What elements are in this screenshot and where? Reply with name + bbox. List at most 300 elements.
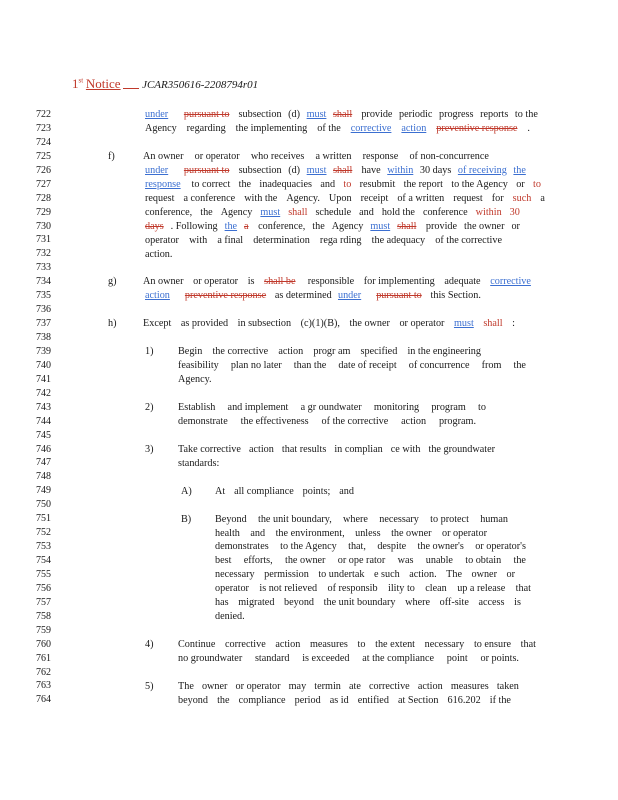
text-run: of non-concurrence: [409, 150, 489, 162]
text-run: of responsib: [327, 583, 378, 595]
line-number: 736: [36, 304, 51, 316]
text-run: progress: [438, 109, 474, 120]
text-run: determination: [253, 234, 310, 246]
line-number: 753: [36, 541, 51, 553]
text-run: action.: [145, 248, 173, 260]
text-run: the owner: [349, 318, 390, 330]
text-run: taken: [496, 680, 519, 692]
text-run: responsible: [305, 276, 355, 288]
inserted-text: of receiving: [457, 164, 507, 176]
text-run: that results: [281, 443, 327, 455]
text-run: all compliance: [234, 485, 294, 497]
text-run: the extent: [375, 639, 416, 651]
text-line-757: [215, 596, 521, 610]
inserted-text: corrective: [490, 276, 531, 288]
text-run: off-site: [439, 597, 469, 609]
line-number: 741: [36, 373, 51, 385]
text-line-755: [215, 568, 515, 582]
text-run: periodic: [399, 109, 433, 120]
text-line-747: [178, 457, 219, 471]
text-run: or operator's: [475, 541, 526, 553]
text-run: program: [431, 401, 466, 413]
text-run: action: [417, 680, 443, 692]
text-line-730: [145, 220, 520, 234]
text-run: at the compliance: [362, 653, 435, 665]
text-run: a conference: [183, 192, 236, 204]
inserted-text: must: [306, 109, 327, 120]
text-run: of the corrective: [435, 234, 502, 246]
line-number: 725: [36, 150, 51, 162]
text-run: is: [514, 597, 521, 609]
text-run: of concurrence: [408, 360, 470, 372]
text-run: date of receipt: [338, 360, 397, 372]
text-run: 30: [509, 206, 520, 218]
inserted-text: response: [145, 178, 181, 190]
text-line-744: [178, 415, 476, 429]
text-run: termin: [314, 680, 341, 692]
line-number: 727: [36, 178, 51, 190]
text-run: shall: [483, 318, 503, 330]
line-number: 729: [36, 206, 51, 218]
text-run: (d): [288, 164, 301, 176]
line-number: 764: [36, 694, 51, 706]
text-run: and: [359, 206, 374, 218]
text-run: schedule: [315, 206, 352, 218]
text-run: or operator: [235, 680, 281, 692]
text-run: measures: [309, 639, 348, 651]
text-run: conference,: [145, 206, 193, 218]
text-run: reports: [480, 109, 509, 120]
text-run: permission: [264, 569, 309, 581]
text-run: action: [401, 415, 427, 427]
text-run: of a written: [397, 192, 445, 204]
text-run: to: [533, 178, 541, 190]
text-run: plan no later: [230, 360, 282, 372]
text-run: Agency: [145, 122, 177, 134]
line-number: 742: [36, 387, 51, 399]
text-line-754: [215, 554, 526, 568]
line-number: 763: [36, 680, 51, 692]
text-run: provide: [358, 109, 393, 120]
text-run: to protect: [430, 513, 469, 525]
text-run: clean: [425, 583, 447, 595]
text-run: best: [215, 555, 232, 567]
text-run: corrective: [368, 680, 410, 692]
text-run: the: [200, 206, 213, 218]
text-run: or operator: [193, 276, 239, 288]
text-run: where: [343, 513, 368, 525]
text-run: action: [278, 346, 304, 358]
text-run: a gr oundwater: [300, 401, 362, 413]
marker-f: f): [108, 150, 115, 162]
text-line-726: [145, 164, 526, 178]
line-number: 759: [36, 624, 51, 636]
text-run: and: [250, 527, 266, 539]
inserted-text: within: [387, 164, 414, 176]
line-number: 754: [36, 555, 51, 566]
notice-number: 1st: [72, 76, 84, 91]
text-line-729: [145, 206, 520, 220]
text-run: Establish: [178, 401, 216, 413]
text-run: to undertak: [318, 569, 365, 581]
text-run: the corrective: [212, 346, 269, 358]
line-number: 761: [36, 652, 51, 664]
text-run: receipt: [360, 192, 389, 204]
text-run: as determined: [272, 290, 332, 302]
text-run: the unit boundary: [323, 597, 396, 609]
text-run: beyond: [284, 597, 315, 609]
text-run: denied.: [215, 611, 245, 623]
text-run: or: [511, 220, 520, 232]
text-run: a: [540, 192, 545, 204]
text-run: the: [312, 220, 325, 232]
text-line-761: [178, 652, 519, 666]
text-run: efforts,: [243, 555, 273, 567]
text-run: a written: [315, 150, 352, 162]
text-run: to the Agency: [280, 541, 337, 553]
text-run: of the: [317, 122, 341, 134]
deleted-text: preventive response: [436, 122, 518, 134]
text-line-764: [178, 694, 511, 708]
inserted-text: under: [337, 290, 362, 302]
deleted-text: shall be: [264, 276, 296, 288]
inserted-text: must: [370, 220, 391, 232]
text-run: action.: [409, 569, 437, 581]
text-run: the owner: [391, 527, 432, 539]
line-number-gutter: [36, 108, 64, 707]
text-line-752: [215, 527, 487, 541]
text-run: . Following: [170, 220, 218, 232]
text-run: the: [238, 178, 252, 190]
text-line-737: [143, 317, 515, 331]
text-line-732: [145, 248, 172, 262]
text-run: standards:: [178, 457, 220, 469]
text-run: operator: [215, 583, 249, 595]
text-run: for: [491, 192, 504, 204]
text-run: to the Agency: [451, 178, 508, 190]
text-line-734: [143, 275, 531, 289]
text-run: if the: [489, 694, 511, 706]
text-line-727: [145, 178, 541, 192]
notice-header: [72, 76, 258, 92]
line-number: 762: [36, 666, 51, 678]
text-line-753: [215, 540, 526, 554]
text-run: that,: [348, 541, 366, 553]
text-run: the owner's: [417, 541, 464, 553]
text-run: [175, 164, 178, 178]
text-run: or: [516, 178, 525, 190]
text-run: resubmit: [359, 178, 396, 190]
text-run: Begin: [178, 346, 203, 358]
text-run: in the engineering: [407, 346, 481, 358]
text-run: provide: [423, 220, 458, 232]
line-number: 735: [36, 290, 51, 302]
text-run: human: [480, 513, 508, 525]
text-run: Beyond: [215, 513, 247, 525]
deleted-text: days: [145, 220, 164, 232]
text-run: action: [248, 443, 274, 455]
text-run: ate: [348, 680, 361, 692]
line-number: 747: [36, 457, 51, 469]
text-run: compliance: [238, 694, 286, 706]
inserted-text: corrective: [350, 122, 392, 134]
text-run: (c)(1)(B),: [300, 318, 340, 330]
text-run: entified: [357, 694, 389, 706]
text-run: standard: [254, 653, 290, 665]
text-run: with the: [244, 192, 278, 204]
text-run: within: [475, 206, 502, 218]
text-run: from: [481, 360, 502, 372]
text-run: points;: [302, 485, 331, 497]
text-run: that: [515, 583, 531, 595]
text-run: necessary: [215, 569, 255, 581]
line-number: 751: [36, 513, 51, 525]
inserted-text: must: [260, 206, 281, 218]
text-run: than the: [293, 360, 327, 372]
line-number: 760: [36, 638, 51, 650]
text-run: Agency.: [286, 192, 320, 204]
text-run: The: [178, 680, 194, 692]
text-run: or: [506, 569, 515, 581]
text-run: request: [145, 192, 175, 204]
text-run: Except: [143, 318, 172, 330]
text-run: Take corrective: [178, 443, 241, 455]
text-run: [175, 108, 178, 122]
line-number: 745: [36, 429, 51, 441]
text-run: for implementing: [363, 276, 435, 288]
text-run: inadequacies: [259, 178, 312, 190]
marker-B: B): [181, 513, 192, 525]
text-run: Agency.: [178, 374, 212, 386]
text-run: who receives: [250, 150, 305, 162]
line-number: 739: [36, 345, 51, 357]
text-line-722: [145, 108, 538, 122]
text-run: to ensure: [473, 639, 511, 651]
text-run: corrective: [225, 639, 266, 651]
text-run: of the corrective: [321, 415, 389, 427]
line-number: 755: [36, 568, 51, 580]
inserted-text: the: [224, 220, 238, 232]
line-number: 750: [36, 499, 51, 511]
line-number: 744: [36, 415, 51, 427]
text-line-751: [215, 513, 508, 527]
line-number: 746: [36, 443, 51, 455]
text-run: the adequacy: [371, 234, 426, 246]
inserted-text: action: [145, 290, 170, 302]
marker-2: 2): [145, 401, 154, 413]
text-run: (d): [288, 109, 301, 120]
inserted-text: the: [513, 164, 526, 176]
text-run: as provided: [180, 318, 229, 330]
text-run: is exceeded: [302, 653, 350, 665]
text-run: owner: [471, 569, 497, 581]
text-line-741: [178, 373, 212, 387]
line-number: 756: [36, 582, 51, 594]
marker-1: 1): [145, 346, 154, 358]
deleted-text: pursuant to: [183, 164, 230, 176]
text-run: has: [215, 597, 229, 609]
notice-underline: [123, 78, 139, 89]
text-run: monitoring: [373, 401, 420, 413]
text-run: rega rding: [319, 234, 362, 246]
line-number: 740: [36, 359, 51, 371]
text-run: the environment,: [275, 527, 345, 539]
text-line-756: [215, 582, 531, 596]
text-run: as id: [329, 694, 349, 706]
line-number: 724: [36, 136, 51, 148]
text-run: operator: [145, 234, 179, 246]
line-number: 743: [36, 401, 51, 413]
deleted-text: preventive response: [184, 290, 267, 302]
text-run: An owner: [143, 276, 184, 288]
text-run: Agency: [331, 220, 364, 232]
text-run: the: [513, 360, 526, 372]
text-run: 30 days: [419, 164, 452, 176]
text-run: with: [189, 234, 208, 246]
text-run: Agency: [220, 206, 253, 218]
line-number: 752: [36, 527, 51, 539]
marker-3: 3): [145, 443, 154, 455]
line-number: 732: [36, 248, 51, 260]
text-run: in subsection: [237, 318, 292, 330]
inserted-text: must: [453, 318, 474, 330]
line-number: 748: [36, 471, 51, 483]
text-run: no groundwater: [178, 653, 243, 665]
text-run: to the: [514, 109, 538, 120]
text-run: and: [320, 178, 336, 190]
text-run: health: [215, 527, 240, 539]
line-number: 737: [36, 318, 51, 330]
text-run: conference,: [255, 220, 306, 232]
text-line-760: [178, 638, 536, 652]
text-run: .: [527, 122, 530, 134]
text-run: conference: [422, 206, 468, 218]
text-run: that: [520, 639, 536, 651]
deleted-text: pursuant to: [376, 290, 422, 302]
text-run: adequate: [444, 276, 481, 288]
text-run: or ope rator: [337, 555, 386, 567]
text-run: or operator: [442, 527, 487, 539]
marker-5: 5): [145, 681, 154, 692]
text-run: the owner: [464, 220, 505, 232]
text-run: point: [446, 653, 468, 665]
text-run: may: [288, 680, 307, 692]
text-run: a final: [217, 234, 244, 246]
text-run: this Section.: [428, 290, 481, 302]
text-run: despite: [377, 541, 407, 553]
line-number: 722: [36, 109, 51, 120]
text-run: and implement: [227, 401, 289, 413]
deleted-text: shall: [333, 164, 353, 176]
text-run: demonstrates: [215, 541, 269, 553]
text-run: owner: [201, 680, 228, 692]
text-run: to: [478, 401, 486, 413]
line-number: 730: [36, 220, 51, 232]
text-run: to obtain: [465, 555, 502, 567]
text-run: action: [275, 639, 301, 651]
text-line-725: [143, 150, 489, 164]
text-run: and: [339, 485, 354, 497]
text-run: The: [446, 569, 462, 581]
notice-label: Notice: [85, 76, 121, 91]
text-run: ce with: [390, 443, 421, 455]
text-run: the owner: [285, 555, 326, 567]
text-run: At: [215, 485, 226, 497]
text-line-735: [145, 289, 481, 303]
text-run: in complian: [334, 443, 383, 455]
text-run: feasibility: [178, 360, 219, 372]
text-run: to correct: [188, 178, 231, 190]
text-run: the implementing: [235, 122, 308, 134]
text-run: program.: [438, 415, 476, 427]
line-number: 731: [36, 234, 51, 246]
deleted-text: shall: [332, 109, 353, 120]
text-run: where: [405, 597, 431, 609]
text-run: access: [478, 597, 505, 609]
text-run: or operator: [399, 318, 445, 330]
marker-g: g): [108, 276, 117, 288]
text-run: the: [217, 694, 230, 706]
text-run: An owner: [143, 150, 184, 162]
marker-h: h): [108, 318, 117, 330]
text-line-743: [178, 401, 486, 415]
line-number: 758: [36, 610, 51, 622]
text-run: the effectiveness: [240, 415, 309, 427]
inserted-text: must: [306, 164, 327, 176]
line-number: 738: [36, 332, 51, 343]
line-number: 723: [36, 122, 51, 134]
inserted-text: under: [145, 109, 169, 120]
text-run: is not relieved: [259, 583, 318, 595]
text-line-739: [178, 345, 481, 359]
text-run: to: [343, 178, 352, 190]
deleted-text: shall: [397, 220, 417, 232]
text-run: ility to: [387, 583, 415, 595]
line-number: 726: [36, 164, 51, 176]
text-run: [176, 289, 179, 303]
document-id: JCAR350616-2208794r01: [142, 79, 259, 91]
line-number: 749: [36, 485, 51, 497]
text-run: unless: [355, 527, 381, 539]
text-line-731: [145, 234, 502, 248]
text-run: the report: [403, 178, 443, 190]
text-line-749: [215, 485, 354, 499]
deleted-text: pursuant to: [183, 109, 230, 120]
text-run: subsection: [236, 109, 282, 120]
text-run: necessary: [424, 639, 465, 651]
text-run: or points.: [480, 653, 519, 665]
text-run: measures: [450, 680, 489, 692]
text-run: period: [294, 694, 321, 706]
text-run: was: [397, 555, 414, 567]
deleted-text: a: [244, 220, 249, 232]
text-run: or operator: [194, 150, 240, 162]
text-run: unable: [425, 555, 453, 567]
text-run: [367, 289, 370, 303]
text-run: request: [453, 192, 483, 204]
text-run: Continue: [178, 639, 216, 651]
line-number: 734: [36, 276, 51, 288]
text-run: is: [247, 276, 255, 288]
text-line-740: [178, 359, 526, 373]
text-line-746: [178, 443, 495, 457]
text-run: response: [362, 150, 399, 162]
text-line-723: [145, 122, 530, 136]
text-run: regarding: [186, 122, 226, 134]
text-run: to: [357, 639, 366, 651]
line-number: 733: [36, 262, 51, 274]
text-run: such: [512, 192, 532, 204]
